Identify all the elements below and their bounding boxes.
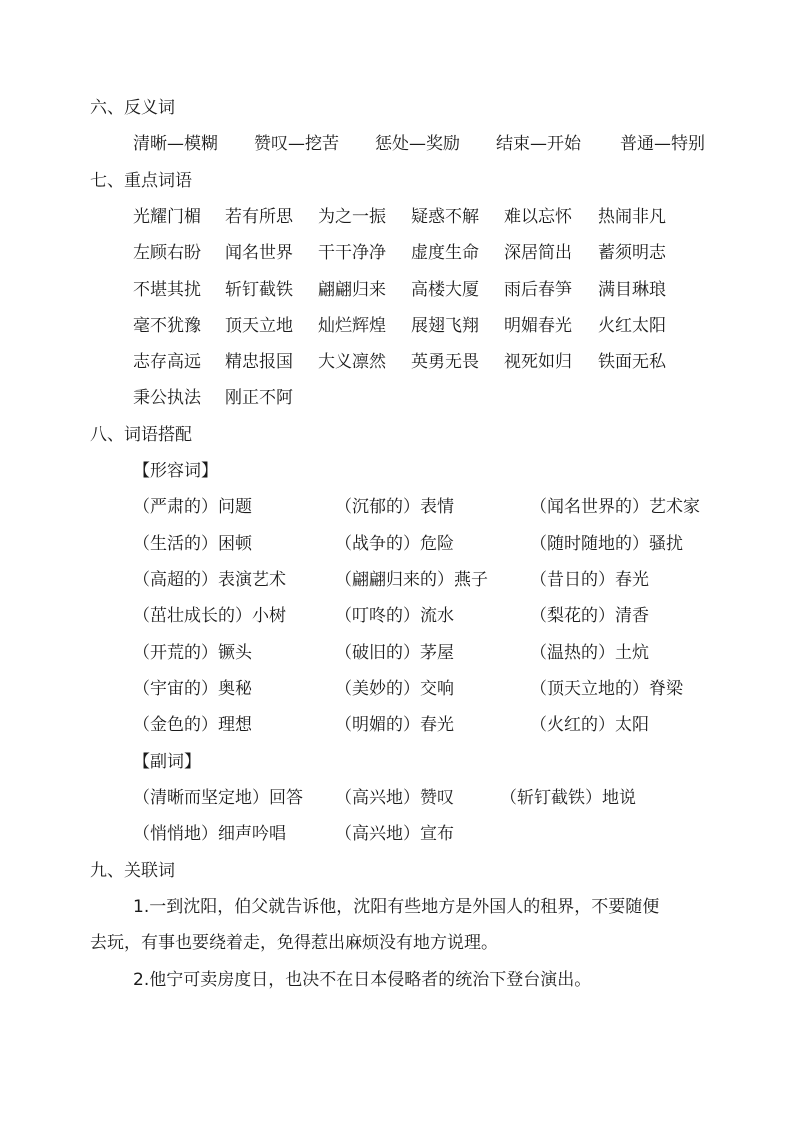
section-conjunctions-title: 九、关联词: [90, 861, 175, 881]
phrase: 斩钉截铁: [225, 280, 293, 300]
collocation: （战争的）危险: [335, 534, 454, 554]
phrase: 蓄须明志: [598, 243, 666, 263]
collocation: （高兴地）宣布: [335, 824, 454, 844]
phrase: 满目琳琅: [598, 280, 666, 300]
collocation: （宇宙的）奥秘: [133, 679, 252, 699]
collocation: （火红的）太阳: [530, 715, 649, 735]
phrase: 热闹非凡: [598, 207, 666, 227]
collocation: （高超的）表演艺术: [133, 570, 286, 590]
phrase: 视死如归: [504, 352, 572, 372]
section-antonyms-title: 六、反义词: [90, 98, 175, 118]
collocation: （清晰而坚定地）回答: [133, 788, 303, 808]
collocation-row: [0, 823, 794, 845]
antonym-pair: 赞叹—挖苦: [254, 134, 339, 154]
phrase: 虚度生命: [411, 243, 479, 263]
collocation: （明媚的）春光: [335, 715, 454, 735]
collocation: （破旧的）茅屋: [335, 643, 454, 663]
collocation: （茁壮成长的）小树: [133, 606, 286, 626]
phrase-row: [0, 206, 794, 228]
conjunction-sentence-1: 1.一到沈阳，伯父就告诉他，沈阳有些地方是外国人的租界，不要随便: [133, 897, 660, 917]
phrase: 精忠报国: [225, 352, 293, 372]
collocation-row: [0, 678, 794, 700]
phrase: 顶天立地: [225, 316, 293, 336]
phrase: 铁面无私: [598, 352, 666, 372]
phrase: 火红太阳: [598, 316, 666, 336]
antonym-pair: 清晰—模糊: [133, 134, 218, 154]
conjunction-sentence-1-continued: 去玩，有事也要绕着走，免得惹出麻烦没有地方说理。: [90, 933, 498, 953]
phrase-row: [0, 242, 794, 264]
collocation: （随时随地的）骚扰: [530, 534, 683, 554]
phrase: 翩翩归来: [318, 280, 386, 300]
adverbs-subheading: 【副词】: [133, 752, 201, 772]
phrase: 闻名世界: [225, 243, 293, 263]
collocation: （沉郁的）表情: [335, 497, 454, 517]
phrase-row: [0, 279, 794, 301]
phrase: 为之一振: [318, 207, 386, 227]
collocation: （叮咚的）流水: [335, 606, 454, 626]
phrase: 明媚春光: [504, 316, 572, 336]
phrase: 灿烂辉煌: [318, 316, 386, 336]
phrase: 雨后春笋: [504, 280, 572, 300]
phrase-row: [0, 351, 794, 373]
collocation: （闻名世界的）艺术家: [530, 497, 700, 517]
collocation: （翩翩归来的）燕子: [335, 570, 488, 590]
collocation: （顶天立地的）脊梁: [530, 679, 683, 699]
collocation-row: [0, 605, 794, 627]
antonyms-list: [0, 133, 794, 155]
collocation: （悄悄地）细声吟唱: [133, 824, 286, 844]
phrase: 左顾右盼: [133, 243, 201, 263]
collocation-row: [0, 787, 794, 809]
collocation-row: [0, 642, 794, 664]
phrase: 干干净净: [318, 243, 386, 263]
phrase: 志存高远: [133, 352, 201, 372]
conjunction-sentence-2: 2.他宁可卖房度日，也决不在日本侵略者的统治下登台演出。: [133, 970, 592, 990]
phrase-row: [0, 315, 794, 337]
collocation: （金色的）理想: [133, 715, 252, 735]
phrase: 不堪其扰: [133, 280, 201, 300]
antonym-pair: 普通—特别: [620, 134, 705, 154]
collocation: （开荒的）镢头: [133, 643, 252, 663]
phrase: 英勇无畏: [411, 352, 479, 372]
phrase: 大义凛然: [318, 352, 386, 372]
adjectives-subheading: 【形容词】: [133, 461, 218, 481]
collocation-row: [0, 533, 794, 555]
collocation: （斩钉截铁）地说: [500, 788, 636, 808]
phrase: 秉公执法: [133, 388, 201, 408]
collocation: （生活的）困顿: [133, 534, 252, 554]
collocation: （严肃的）问题: [133, 497, 252, 517]
collocation: （梨花的）清香: [530, 606, 649, 626]
phrase: 疑惑不解: [411, 207, 479, 227]
phrase: 光耀门楣: [133, 207, 201, 227]
collocation: （美妙的）交响: [335, 679, 454, 699]
phrase-row: [0, 387, 794, 409]
collocation-row: [0, 569, 794, 591]
antonym-pair: 结束—开始: [496, 134, 581, 154]
phrase: 难以忘怀: [504, 207, 572, 227]
phrase: 高楼大厦: [411, 280, 479, 300]
phrase: 展翅飞翔: [411, 316, 479, 336]
phrase: 若有所思: [225, 207, 293, 227]
collocation-row: [0, 496, 794, 518]
collocation-row: [0, 714, 794, 736]
section-key-phrases-title: 七、重点词语: [90, 171, 192, 191]
collocation: （温热的）土炕: [530, 643, 649, 663]
collocation: （昔日的）春光: [530, 570, 649, 590]
antonym-pair: 惩处—奖励: [375, 134, 460, 154]
collocation: （高兴地）赞叹: [335, 788, 454, 808]
phrase: 毫不犹豫: [133, 316, 201, 336]
phrase: 刚正不阿: [225, 388, 293, 408]
phrase: 深居简出: [504, 243, 572, 263]
section-collocation-title: 八、词语搭配: [90, 425, 192, 445]
